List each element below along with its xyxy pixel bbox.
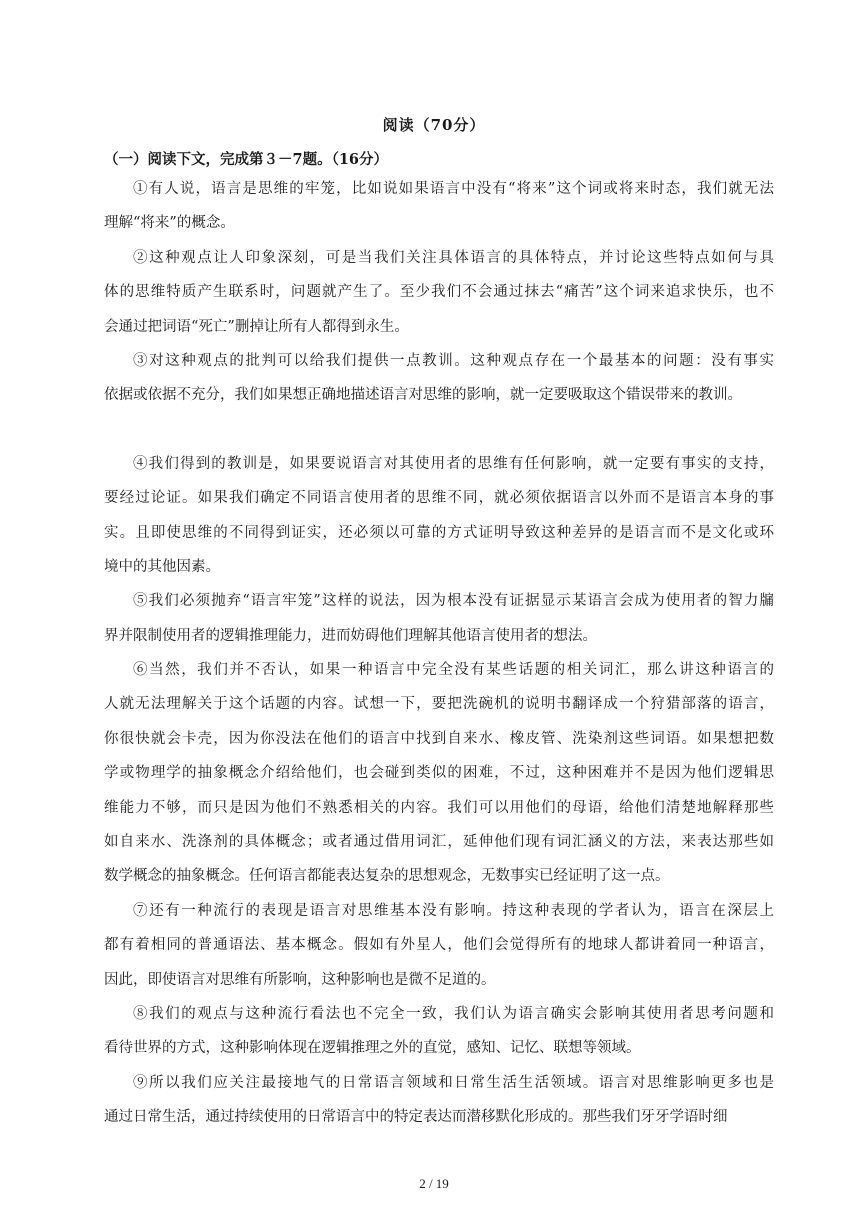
paragraph-line: 体的思维特质产生联系时，问题就产生了。至少我们不会通过抹去“痛苦”这个词来追求快乐，也不 <box>104 284 774 301</box>
paragraph <box>104 1066 774 1135</box>
paragraph-line: 理解“将来”的概念。 <box>104 215 235 232</box>
paragraph-line: 因此，即使语言对思维有所影响，这种影响也是微不足道的。 <box>104 971 496 988</box>
article-body <box>104 172 774 1135</box>
paragraph-line: 界并限制使用者的逻辑推理能力，进而妨碍他们理解其他语言使用者的想法。 <box>104 627 597 644</box>
paragraph <box>104 653 774 894</box>
paragraph-line: 维能力不够，而只是因为他们不熟悉相关的内容。我们可以用他们的母语，给他们清楚地解释那些 <box>104 799 774 816</box>
paragraph-line: 通过日常生活，通过持续使用的日常语言中的特定表达而潜移默化形成的。那些我们牙牙学语时细 <box>104 1109 728 1126</box>
section-title: 阅读（70分） <box>382 116 486 134</box>
paragraph-line: 学或物理学的抽象概念介绍给他们，也会碰到类似的困难，不过，这种困难并不是因为他们逻辑思 <box>104 765 774 782</box>
paragraph-line: ②这种观点让人印象深刻，可是当我们关注具体语言的具体特点，并讨论这些特点如何与具 <box>133 249 774 266</box>
paragraph-line: ⑤我们必须抛弃“语言牢笼”这样的说法，因为根本没有证据显示某语言会成为使用者的智力牖 <box>133 593 774 610</box>
paragraph <box>104 447 774 585</box>
paragraph-line: 人就无法理解关于这个话题的内容。试想一下，要把洗碗机的说明书翻译成一个狩猎部落的语言， <box>104 696 774 713</box>
paragraph-line: 依据或依据不充分，我们如果想正确地描述语言对思维的影响，就一定要吸取这个错误带来的教训。 <box>104 387 742 404</box>
paragraph-line: ⑨所以我们应关注最接地气的日常语言领域和日常生活生活领域。语言对思维影响更多也是 <box>133 1074 774 1091</box>
question-header: （一）阅读下文，完成第３－7题。（16分） <box>104 151 389 168</box>
paragraph-line: 会通过把词语“死亡”删掉让所有人都得到永生。 <box>104 318 409 335</box>
paragraph-line: ⑥当然，我们并不否认，如果一种语言中完全没有某些话题的相关词汇，那么讲这种语言的 <box>133 662 774 679</box>
paragraph-line: ⑦还有一种流行的表现是语言对思维基本没有影响。持这种表现的学者认为，语言在深层上 <box>133 902 774 919</box>
paragraph <box>104 241 774 344</box>
paragraph-line: 实。且即使思维的不同得到证实，还必须以可靠的方式证明导致这种差异的是语言而不是文化或环 <box>104 524 774 541</box>
paragraph <box>104 344 774 413</box>
paragraph <box>104 584 774 653</box>
paragraph-line: 境中的其他因素。 <box>104 558 220 575</box>
paragraph-line: ⑧我们的观点与这种流行看法也不完全一致，我们认为语言确实会影响其使用者思考问题和 <box>133 1005 774 1022</box>
paragraph-line: 都有着相同的普通语法、基本概念。假如有外星人，他们会觉得所有的地球人都讲着同一种语言， <box>104 937 774 954</box>
paragraph <box>104 894 774 997</box>
paragraph-line: 要经过论证。如果我们确定不同语言使用者的思维不同，就必须依据语言以外而不是语言本身的事 <box>104 490 774 507</box>
paragraph <box>104 172 774 241</box>
paragraph-line: 数学概念的抽象概念。任何语言都能表达复杂的思想观念，无数事实已经证明了这一点。 <box>104 868 670 885</box>
blank-gap <box>104 413 774 447</box>
paragraph-line: 看待世界的方式，这种影响体现在逻辑推理之外的直觉，感知、记忆、联想等领域。 <box>104 1040 641 1057</box>
paragraph-line: 你很快就会卡壳，因为你没法在他们的语言中找到自来水、橡皮管、洗染剂这些词语。如果想把数 <box>104 730 774 747</box>
paragraph-line: 如自来水、洗涤剂的具体概念；或者通过借用词汇，延伸他们现有词汇涵义的方法，来表达那些如 <box>104 834 774 851</box>
paragraph-line: ③对这种观点的批判可以给我们提供一点教训。这种观点存在一个最基本的问题：没有事实 <box>133 352 774 369</box>
paragraph-line: ①有人说，语言是思维的牢笼，比如说如果语言中没有“将来”这个词或将来时态，我们就无法 <box>133 181 774 197</box>
page-number: 2 / 19 <box>419 1176 449 1191</box>
paragraph <box>104 997 774 1066</box>
paragraph-line: ④我们得到的教训是，如果要说语言对其使用者的思维有任何影响，就一定要有事实的支持， <box>133 455 774 472</box>
